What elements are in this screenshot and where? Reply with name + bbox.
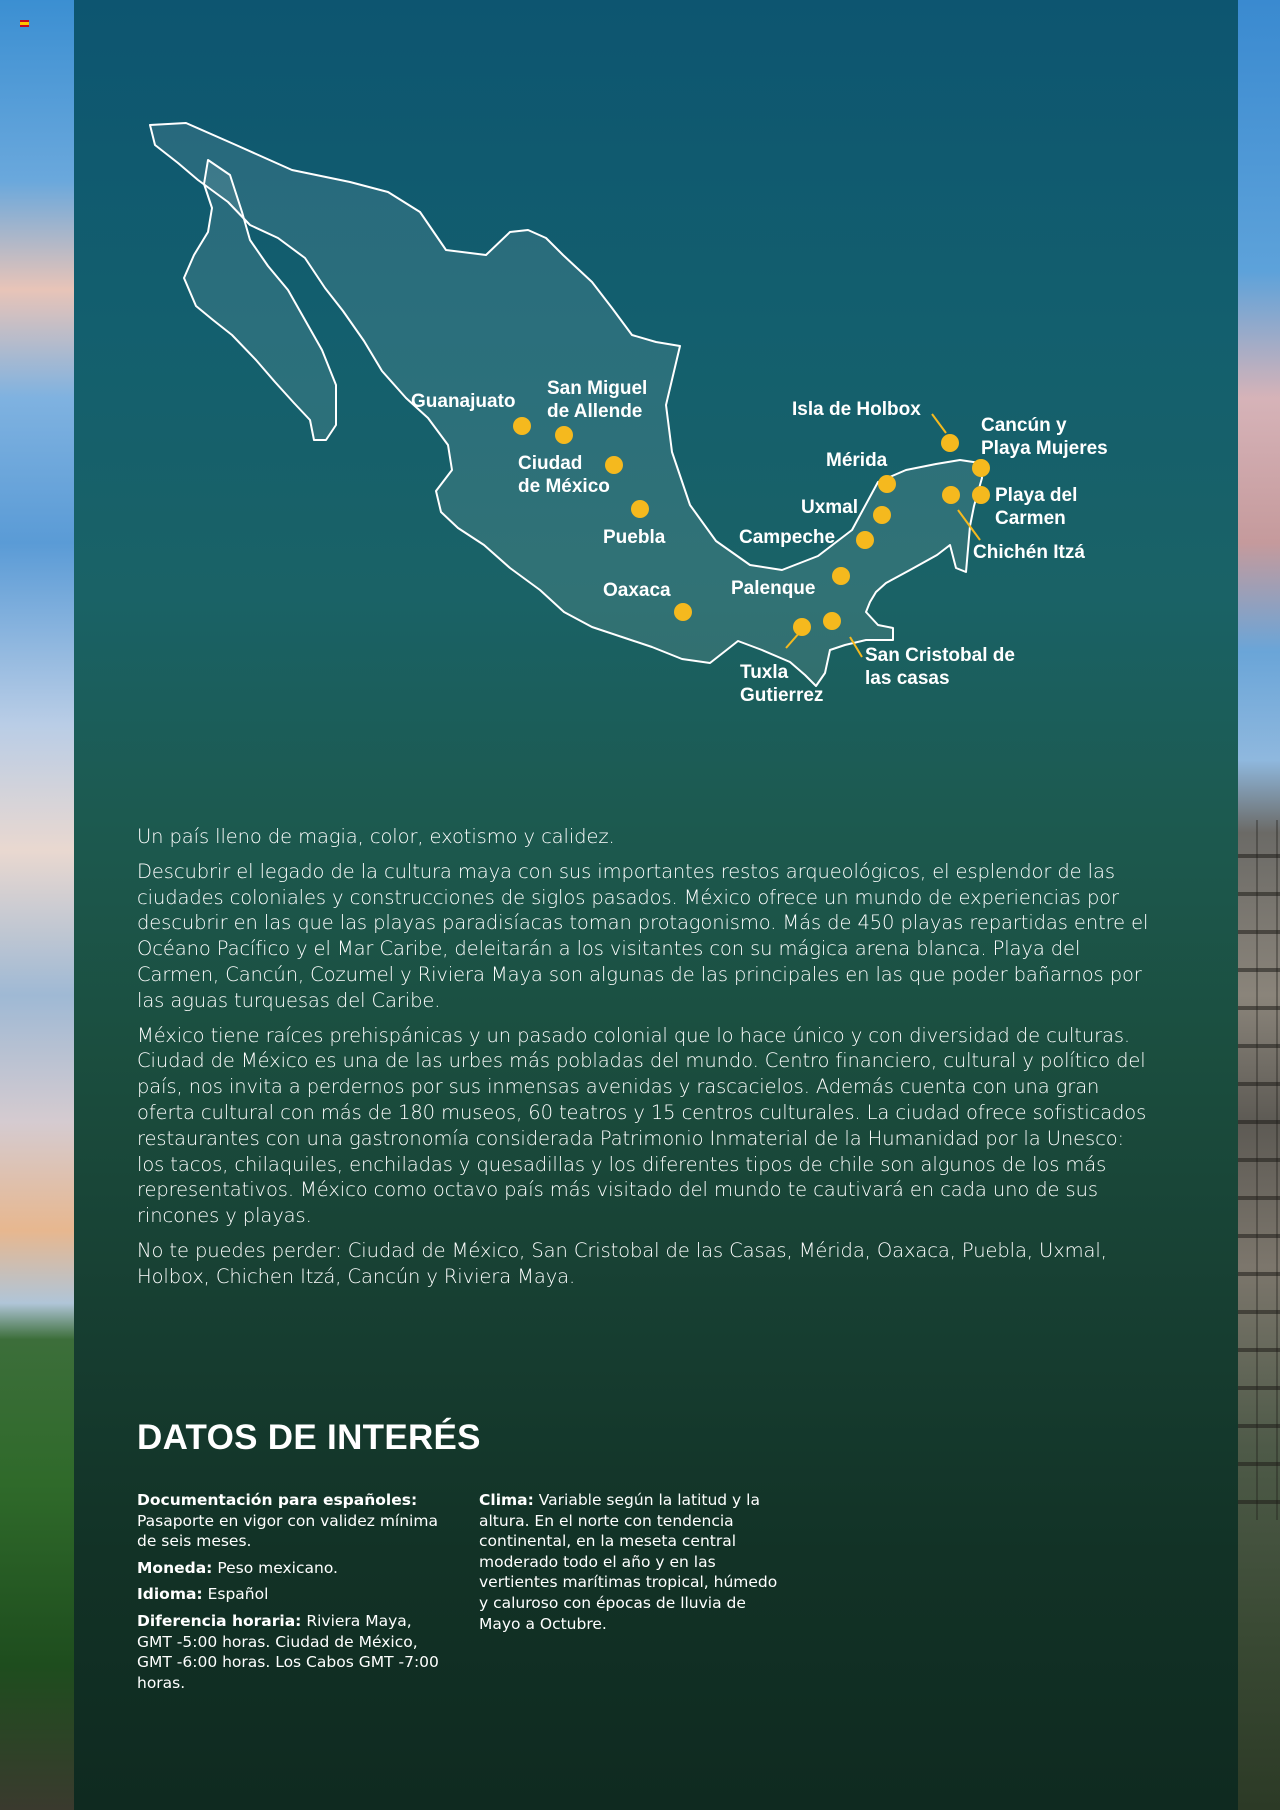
fact-language-value: Español [207,1585,269,1604]
intro-tagline: Un país lleno de magia, color, exotismo y calidez. [137,825,615,848]
marker-san-cristobal[interactable] [823,612,841,630]
facts-column-right [479,1490,779,1640]
fact-timezone [137,1611,447,1693]
city-label-palenque: Palenque [731,578,816,599]
city-label-oaxaca: Oaxaca [603,580,671,601]
fact-currency [137,1558,447,1579]
intro-paragraph-culture: Descubrir el legado de la cultura maya con sus importantes restos arqueológicos, el esplendor de las ciudades coloniales y construcciones de siglos pasados. México ofrece un mundo de experiencias por descubrir en las que las playas paradisíacas toman protagonismo. Más de 450 playas repartidas entre el Océano Pacífico y el Mar Caribe, deleitarán a los visitantes con su mágica arena blanca. Playa del Carmen, Cancún, Cozumel y Riviera Maya son algunas de las principales en las que poder bañarnos por las aguas turquesas del Caribe. [137,859,1149,1012]
marker-san-miguel[interactable] [555,426,573,444]
intro-paragraph-history: México tiene raíces prehispánicas y un pasado colonial que lo hace único y con diversidad de culturas. Ciudad de México es una de las urbes más pobladas del mundo. Centro financiero, cultural y político del país, nos invita a perdernos por sus inmensas avenidas y rascacielos. Además cuenta con una gran oferta cultural con más de 180 museos, 60 teatros y 15 centros culturales. La ciudad ofrece sofisticados restaurantes con una gastronomía considerada Patrimonio Inmaterial de la Humanidad por la Unesco: los tacos, chilaquiles, enchiladas y quesadillas y los diferentes tipos de chile son algunos de los más representativos. México como octavo país más visitado del mundo te cautivará en cada uno de sus rincones y playas. [137,1023,1147,1228]
city-label-cancun: Cancún y Playa Mujeres [981,415,1108,459]
marker-palenque[interactable] [832,567,850,585]
fact-documentation-label: Documentación para españoles: [137,1491,418,1509]
fact-climate-value: Variable según la latitud y la altura. En el norte con tendencia continental, en la meseta central moderado todo el año y en las vertientes marítimas tropical, húmedo y caluroso con épocas de lluvia de Mayo a Octubre. [479,1491,778,1633]
marker-playa-del-carmen[interactable] [972,486,990,504]
fact-timezone-value: Riviera Maya, GMT -5:00 horas. Ciudad de México, GMT -6:00 horas. Los Cabos GMT -7:00 horas. [137,1611,439,1692]
fact-currency-label: Moneda: [137,1558,213,1577]
marker-merida[interactable] [878,475,896,493]
city-label-isla-de-holbox: Isla de Holbox [792,399,921,420]
city-label-tuxla-gutierrez: Tuxla Gutierrez [740,662,824,706]
marker-isla-de-holbox[interactable] [941,434,959,452]
facts-heading: DATOS DE INTERÉS [137,1418,481,1457]
facts-column-left [137,1490,447,1699]
city-label-chichen-itza: Chichén Itzá [973,542,1085,563]
fact-language-label: Idioma: [137,1585,203,1604]
city-label-guanajuato: Guanajuato [411,391,516,412]
marker-cancun[interactable] [972,459,990,477]
marker-campeche[interactable] [856,531,874,549]
fact-language [137,1584,447,1605]
marker-chichen-itza[interactable] [942,486,960,504]
city-label-playa-del-carmen: Playa del Carmen [995,485,1078,529]
marker-guanajuato[interactable] [513,417,531,435]
fact-documentation [137,1490,447,1552]
city-label-merida: Mérida [826,450,888,471]
fact-climate [479,1490,779,1634]
intro-text [137,824,1157,1299]
leader-line-holbox [932,414,946,433]
marker-oaxaca[interactable] [674,603,692,621]
intro-paragraph-highlights: No te puedes perder: Ciudad de México, San Cristobal de las Casas, Mérida, Oaxaca, Puebla, Uxmal, Holbox, Chichen Itzá, Cancún y Riviera Maya. [137,1238,1107,1288]
city-label-uxmal: Uxmal [801,497,859,518]
fact-currency-value: Peso mexicano. [217,1558,338,1577]
marker-tuxla-gutierrez[interactable] [793,618,811,636]
marker-uxmal[interactable] [873,506,891,524]
fact-climate-label: Clima: [479,1491,534,1509]
city-label-san-cristobal: San Cristobal de las casas [865,645,1015,689]
stone-wall [1238,820,1280,1520]
city-label-campeche: Campeche [739,527,836,548]
city-label-san-miguel: San Miguel de Allende [547,378,648,422]
city-label-puebla: Puebla [603,527,666,548]
fact-documentation-value: Pasaporte en vigor con validez mínima de seis meses. [137,1511,438,1551]
marker-puebla[interactable] [631,500,649,518]
fact-timezone-label: Diferencia horaria: [137,1611,302,1630]
city-label-ciudad-de-mexico: Ciudad de México [518,453,610,497]
